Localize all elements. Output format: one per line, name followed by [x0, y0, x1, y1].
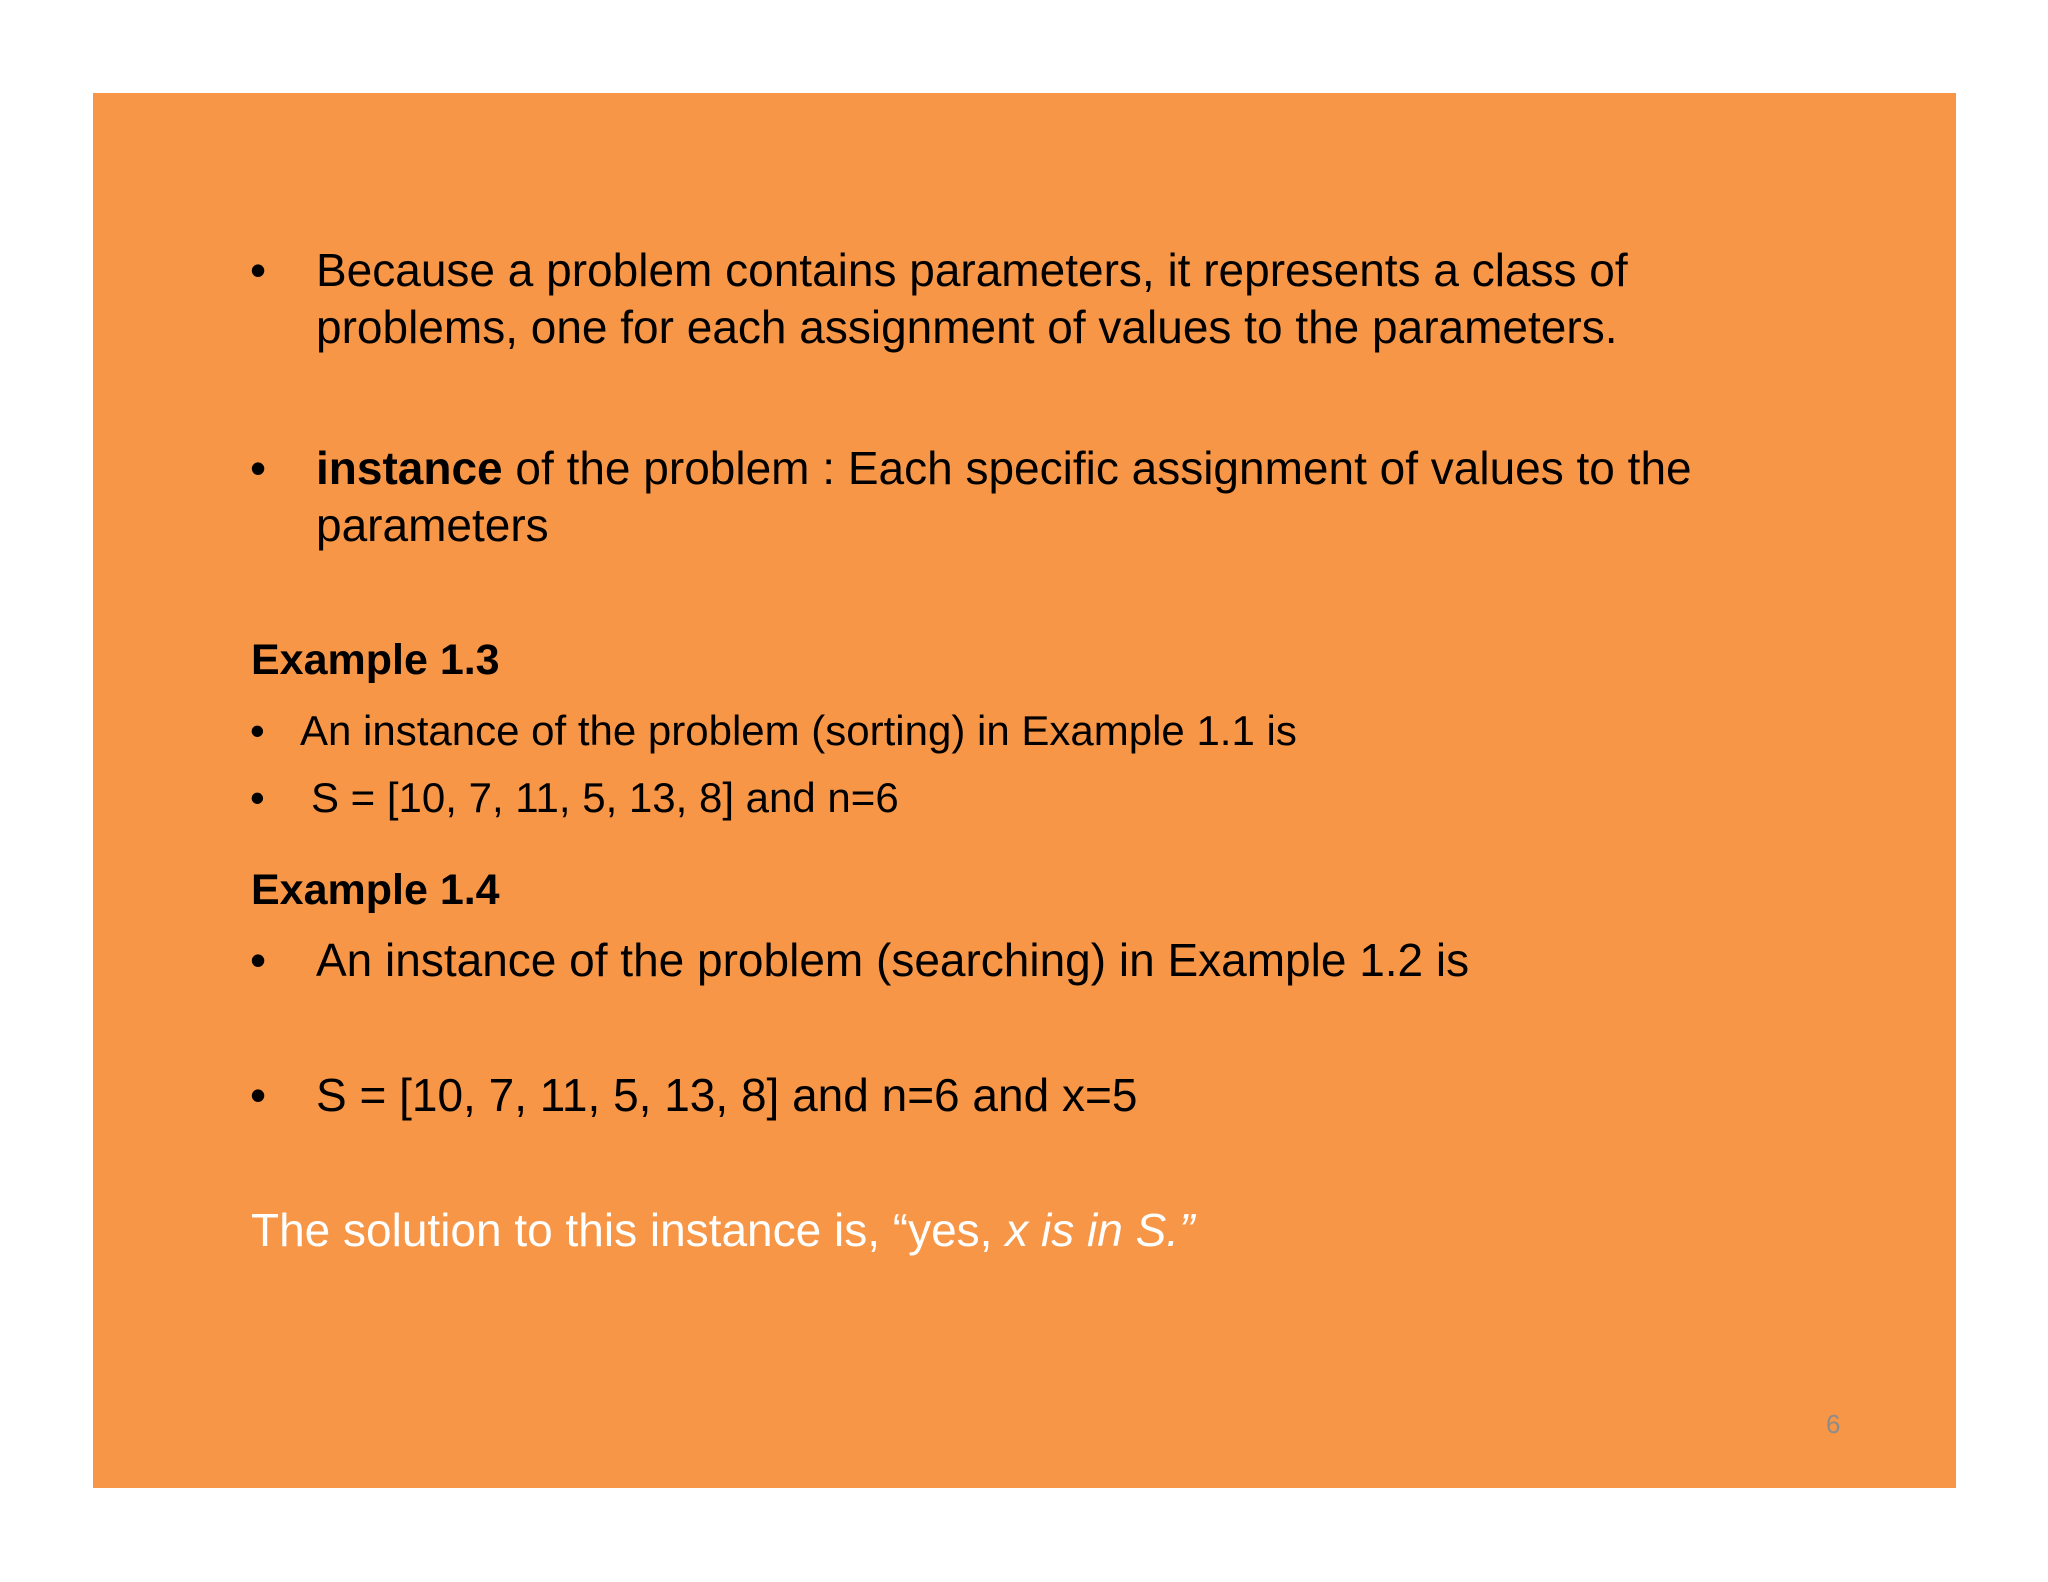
example-1-4-heading: Example 1.4 — [251, 866, 500, 914]
bullet-instance-definition — [250, 440, 1850, 560]
example-1-4-item-1 — [250, 932, 1750, 989]
example-1-3-item-2-text: S = [10, 7, 11, 5, 13, 8] and n=6 — [311, 774, 899, 821]
bullet-marker: • — [250, 244, 267, 296]
example-1-3-heading: Example 1.3 — [251, 636, 500, 684]
bullet-instance-line2: parameters — [316, 499, 549, 551]
bullet-marker: • — [250, 442, 267, 494]
slide — [93, 93, 1956, 1488]
solution-prefix: The solution to this instance is, “yes, — [251, 1204, 1006, 1256]
solution-italic: x is in S.” — [1005, 1204, 1195, 1256]
example-1-4-item-2-text: S = [10, 7, 11, 5, 13, 8] and n=6 and x=5 — [316, 1069, 1138, 1121]
bullet-marker: • — [250, 934, 267, 986]
bullet-marker: • — [250, 1069, 267, 1121]
example-1-4-item-1-text: An instance of the problem (searching) in Example 1.2 is — [316, 934, 1470, 986]
example-1-3-item-1 — [250, 705, 1650, 757]
bullet-marker: • — [250, 774, 265, 821]
term-instance: instance — [316, 442, 503, 494]
example-1-3-item-1-text: An instance of the problem (sorting) in Example 1.1 is — [300, 707, 1297, 754]
bullet-parameters-line1: Because a problem contains parameters, it represents a class of — [316, 244, 1628, 296]
page-number: 6 — [1826, 1409, 1841, 1439]
bullet-parameters-line2: problems, one for each assignment of values to the parameters. — [316, 301, 1618, 353]
bullet-parameters — [250, 242, 1850, 362]
bullet-marker: • — [250, 707, 265, 754]
bullet-instance-line1 — [316, 440, 1692, 497]
instance-definition-text: of the problem : Each specific assignment of values to the — [502, 442, 1692, 494]
example-1-3-item-2 — [250, 772, 1650, 824]
solution-statement — [251, 1203, 1194, 1257]
example-1-4-item-2 — [250, 1067, 1750, 1124]
